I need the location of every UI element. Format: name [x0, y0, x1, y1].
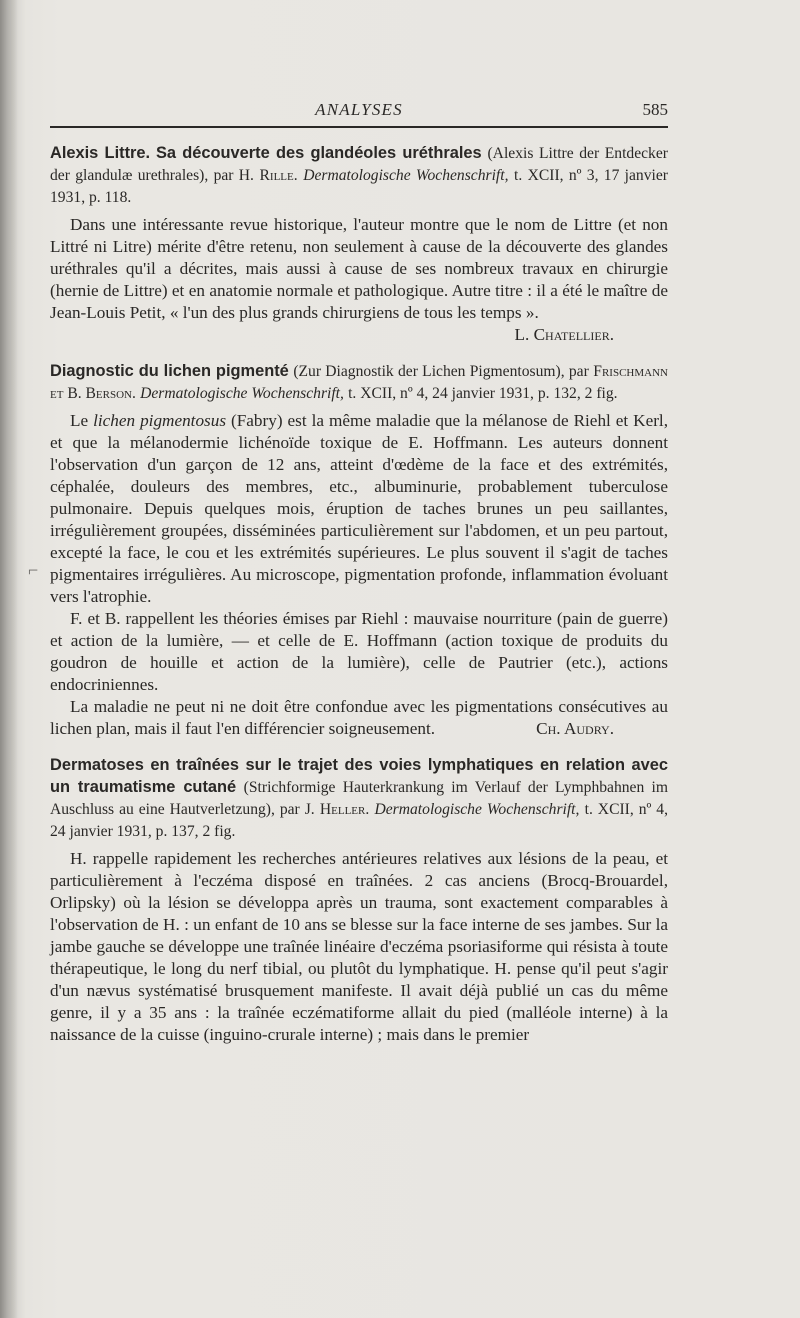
- journal-name: Dermatologische Wochenschrift,: [374, 801, 580, 818]
- reviewer-signature: L. Chatellier.: [514, 325, 614, 344]
- article-dermatoses: [50, 754, 668, 1046]
- binding-shadow: [0, 0, 18, 1318]
- header-rule: [50, 126, 668, 128]
- article-body: [50, 410, 668, 740]
- paragraph: F. et B. rappellent les théories émises par Riehl : mauvaise nourriture (pain de guerre) et action de la lumière, — et celle de E. Hoffmann (action toxique de produits du goudron de houille et action de la lumière), celle de Pautrier (etc.), actions endocriniennes.: [50, 609, 668, 694]
- paragraph: Le lichen pigmentosus (Fabry) est la même maladie que la mélanose de Riehl et Kerl, et que la mélanodermie lichénoïde toxique de E. Hoffmann. Les auteurs donnent l'observation d'un garçon de 12 ans, atteint d'œdème de la face et des extrémités, céphalée, douleurs des membres, etc., albuminurie, probablement tuberculose pulmonaire. Depuis quelques mois, éruption de taches brunes un peu saillantes, irrégulièrement groupées, disséminées particulièrement sur l'abdomen, et un peu partout, excepté la face, le cou et les extrémités supérieures. Le plus souvent il s'agit de taches pigmentaires irrégulières. Au microscope, pigmentation profonde, inflammation évoluant vers l'atrophie.: [50, 411, 668, 606]
- article-reference: (Strichformige Hauterkrankung im Verlauf der Lymphbahnen im Auschluss au eine Hautverletzung), par J.: [50, 779, 668, 818]
- running-head-title: ANALYSES: [315, 100, 403, 119]
- article-title: Sa découverte des glandéoles uréthrales: [155, 144, 482, 162]
- paragraph: Dans une intéressante revue historique, l'auteur montre que le nom de Littre (et non Littré ni Litre) mérite d'être retenu, non seulement à cause de la découverte des glandes uréthrales qu'il a décrites, mais aussi à cause de ses nombreux travaux en chirurgie (hernie de Littre) et en anatomie normale et pathologique. Autre titre : il a été le maître de Jean-Louis Petit, « l'un des plus grands chirurgiens de tous les temps ».: [50, 215, 668, 322]
- running-head: [50, 94, 668, 124]
- article-title: Diagnostic du lichen pigmenté: [50, 362, 289, 380]
- page-number: 585: [642, 100, 668, 119]
- article-lichen: [50, 360, 668, 740]
- reviewer-signature: Ch. Audry.: [536, 719, 614, 738]
- term-italic: lichen pigmentosus: [93, 411, 227, 430]
- article-heading: Diagnostic du lichen pigmenté (Zur Diagnostik der Lichen Pigmentosum), par Frischmann et B. Berson. Dermatologische Wochenschrift, t. XCII, nº 4, 24 janvier 1931, p. 132, 2 fig.: [50, 362, 668, 402]
- journal-name: Dermatologische Wochenschrift,: [303, 167, 509, 184]
- article-heading: Alexis Littre. Sa découverte des glandéoles uréthrales (Alexis Littre der Entdecker der glandulæ urethrales), par H. Rille. Dermatologische Wochenschrift, t. XCII, nº 3, 17 janvier 1931, p. 118.: [50, 144, 668, 206]
- article-reference: (Zur Diagnostik der Lichen Pigmentosum), par: [293, 363, 589, 380]
- reference-author: Rille: [259, 167, 294, 184]
- article-body: [50, 214, 668, 346]
- article-body: [50, 848, 668, 1046]
- article-title: Dermatoses en traînées sur le trajet des voies lymphatiques en relation avec un traumatisme cutané: [50, 756, 668, 796]
- margin-mark: ⌐: [28, 560, 39, 580]
- reference-details: t. XCII, nº 4, 24 janvier 1931, p. 132, 2 fig.: [348, 385, 618, 402]
- article-author-name: Alexis Littre.: [50, 144, 151, 162]
- paragraph: H. rappelle rapidement les recherches antérieures relatives aux lésions de la peau, et particulièrement à l'eczéma disposé en traînées. 2 cas anciens (Brocq-Brouardel, Orlipsky) où la lésion se développa après un trauma, sont exactement comparables à l'observation de H. : un enfant de 10 ans se blesse sur la face interne de ses jambes. Sur la jambe gauche se développe une traînée linéaire d'eczéma psoriasiforme qui résista à toute thérapeutique, le long du nerf tibial, ou plutôt du lymphatique. H. pense qu'il peut s'agir d'un nævus systématisé brusquement manifeste. Il avait déjà publié un cas du même genre, il y a 35 ans : la traînée eczématiforme allait du pied (malléole interne) à la naissance de la cuisse (inguino-crurale interne) ; mais dans le premier: [50, 849, 668, 1044]
- reference-authors: Frischmann et B. Berson: [50, 363, 668, 402]
- article-reference: (Alexis Littre der Entdecker der glandulæ urethrales), par H.: [50, 145, 668, 184]
- page-content: [50, 94, 668, 1060]
- reference-author: Heller: [319, 801, 366, 818]
- journal-name: Dermatologische Wochenschrift,: [140, 385, 344, 402]
- article-heading: Dermatoses en traînées sur le trajet des voies lymphatiques en relation avec un traumatisme cutané (Strichformige Hauterkrankung im Verlauf der Lymphbahnen im Auschluss au eine Hautverletzung), par J. Heller. Dermatologische Wochenschrift, t. XCII, nº 4, 24 janvier 1931, p. 137, 2 fig.: [50, 756, 668, 840]
- paragraph: La maladie ne peut ni ne doit être confondue avec les pigmentations consécutives au lichen plan, mais il faut l'en différencier soigneusement. Ch. Audry.: [50, 697, 668, 738]
- article-littre: [50, 142, 668, 346]
- reference-details: t. XCII, nº 4, 24 janvier 1931, p. 137, 2 fig.: [50, 801, 668, 840]
- reference-details: t. XCII, nº 3, 17 janvier 1931, p. 118.: [50, 167, 668, 206]
